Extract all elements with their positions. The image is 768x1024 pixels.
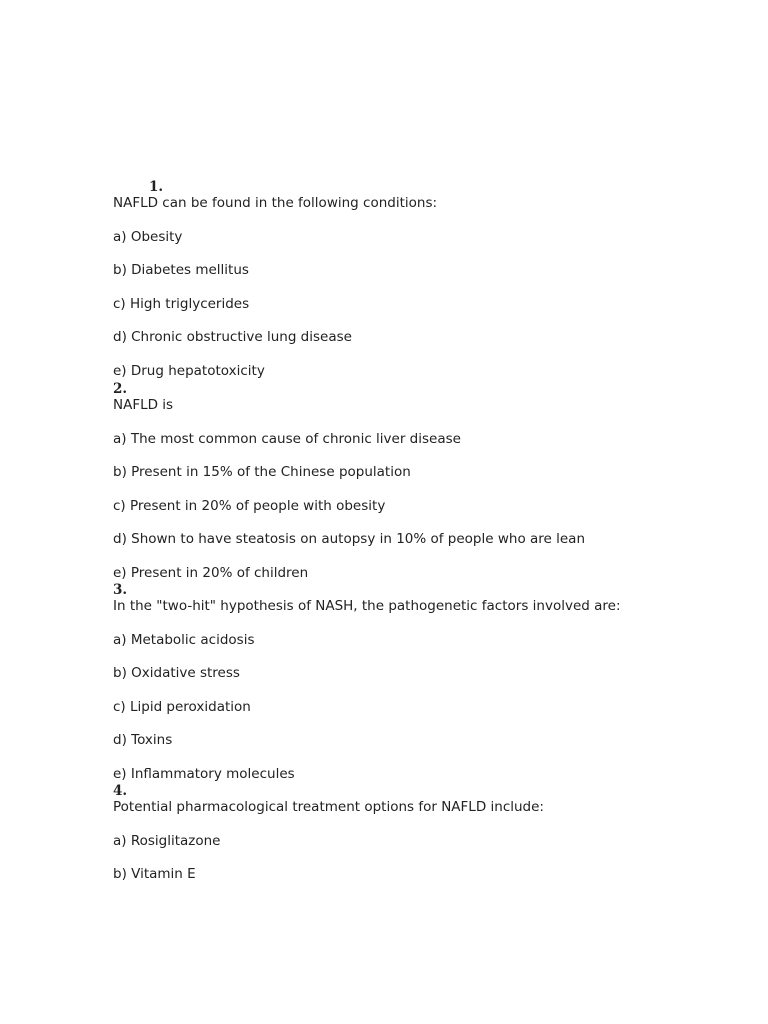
question-4 xyxy=(113,783,733,883)
question-stem: In the "two-hit" hypothesis of NASH, the pathogenetic factors involved are: xyxy=(113,598,621,614)
answer-option: b) Oxidative stress xyxy=(113,665,240,681)
answer-option: d) Chronic obstructive lung disease xyxy=(113,329,352,345)
question-2 xyxy=(113,381,733,582)
question-3 xyxy=(113,582,733,783)
question-number: 3. xyxy=(113,582,128,598)
answer-option: b) Diabetes mellitus xyxy=(113,262,249,278)
question-1 xyxy=(113,179,733,380)
answer-option: e) Inflammatory molecules xyxy=(113,765,295,782)
answer-option: b) Present in 15% of the Chinese population xyxy=(113,464,411,480)
question-stem: NAFLD is xyxy=(113,397,174,413)
answer-option: c) Present in 20% of people with obesity xyxy=(113,497,386,514)
answer-option: e) Present in 20% of children xyxy=(113,564,309,581)
answer-option: b) Vitamin E xyxy=(113,866,196,882)
answer-option: a) Metabolic acidosis xyxy=(113,631,255,648)
answer-option: a) Obesity xyxy=(113,228,183,245)
answer-option: a) Rosiglitazone xyxy=(113,832,221,849)
answer-option: c) High triglycerides xyxy=(113,295,250,312)
answer-option: c) Lipid peroxidation xyxy=(113,698,251,715)
answer-option: d) Shown to have steatosis on autopsy in 10% of people who are lean xyxy=(113,531,586,547)
answer-option: a) The most common cause of chronic liver disease xyxy=(113,430,461,447)
question-number: 1. xyxy=(149,179,164,195)
question-stem: NAFLD can be found in the following conditions: xyxy=(113,195,438,211)
question-number: 2. xyxy=(113,381,128,397)
question-stem: Potential pharmacological treatment options for NAFLD include: xyxy=(113,799,544,815)
question-number: 4. xyxy=(113,783,128,799)
answer-option: d) Toxins xyxy=(113,732,173,748)
answer-option: e) Drug hepatotoxicity xyxy=(113,362,265,379)
